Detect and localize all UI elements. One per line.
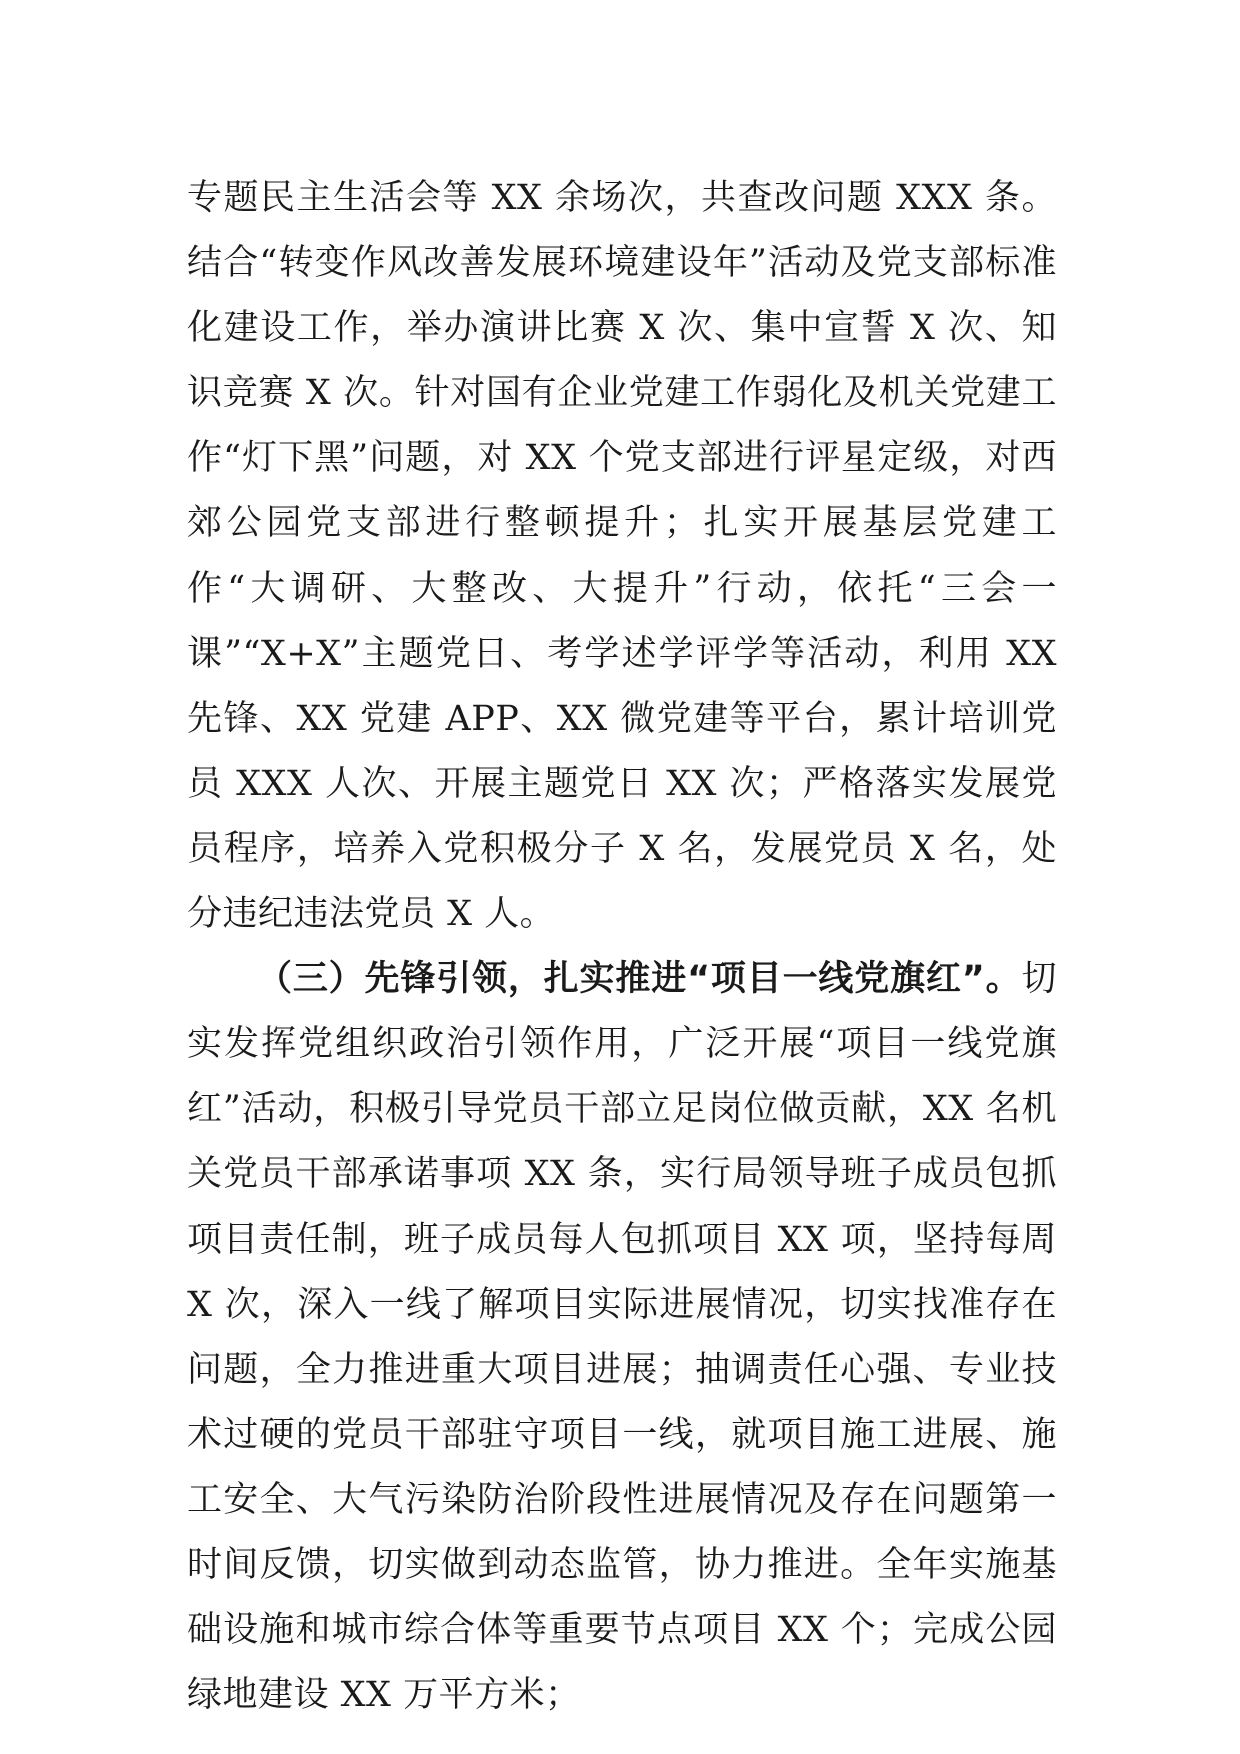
section-body: 切实发挥党组织政治引领作用，广泛开展“项目一线党旗红”活动，积极引导党员干部立足岗位做贡献，XX 名机关党员干部承诺事项 XX 条，实行局领导班子成员包抓项目责任制，班子成员每人包抓项目 XX 项，坚持每周 X 次，深入一线了解项目实际进展情况，切实找准存在问题，全力推进重大项目进展；抽调责任心强、专业技术过硬的党员干部驻守项目一线，就项目施工进展、施工安全、大气污染防治阶段性进展情况及存在问题第一时间反馈，切实做到动态监管，协力推进。全年实施基础设施和城市综合体等重要节点项目 XX 个；完成公园绿地建设 XX 万平方米； <box>187 959 1057 1716</box>
paragraph-continuation: 专题民主生活会等 XX 余场次，共查改问题 XXX 条。结合“转变作风改善发展环境建设年”活动及党支部标准化建设工作，举办演讲比赛 X 次、集中宣誓 X 次、知识竞赛 X 次。针对国有企业党建工作弱化及机关党建工作“灯下黑”问题，对 XX 个党支部进行评星定级，对西郊公园党支部进行整顿提升；扎实开展基层党建工作“大调研、大整改、大提升”行动，依托“三会一课”“X+X”主题党日、考学述学评学等活动，利用 XX 先锋、XX 党建 APP、XX 微党建等平台，累计培训党员 XXX 人次、开展主题党日 XX 次；严格落实发展党员程序，培养入党积极分子 X 名，发展党员 X 名，处分违纪违法党员 X 人。 <box>187 178 1057 935</box>
document-body <box>187 166 1057 1728</box>
section-heading: （三）先锋引领，扎实推进“项目一线党旗红”。 <box>257 959 1022 1000</box>
paragraph-section-three <box>187 947 1057 1728</box>
